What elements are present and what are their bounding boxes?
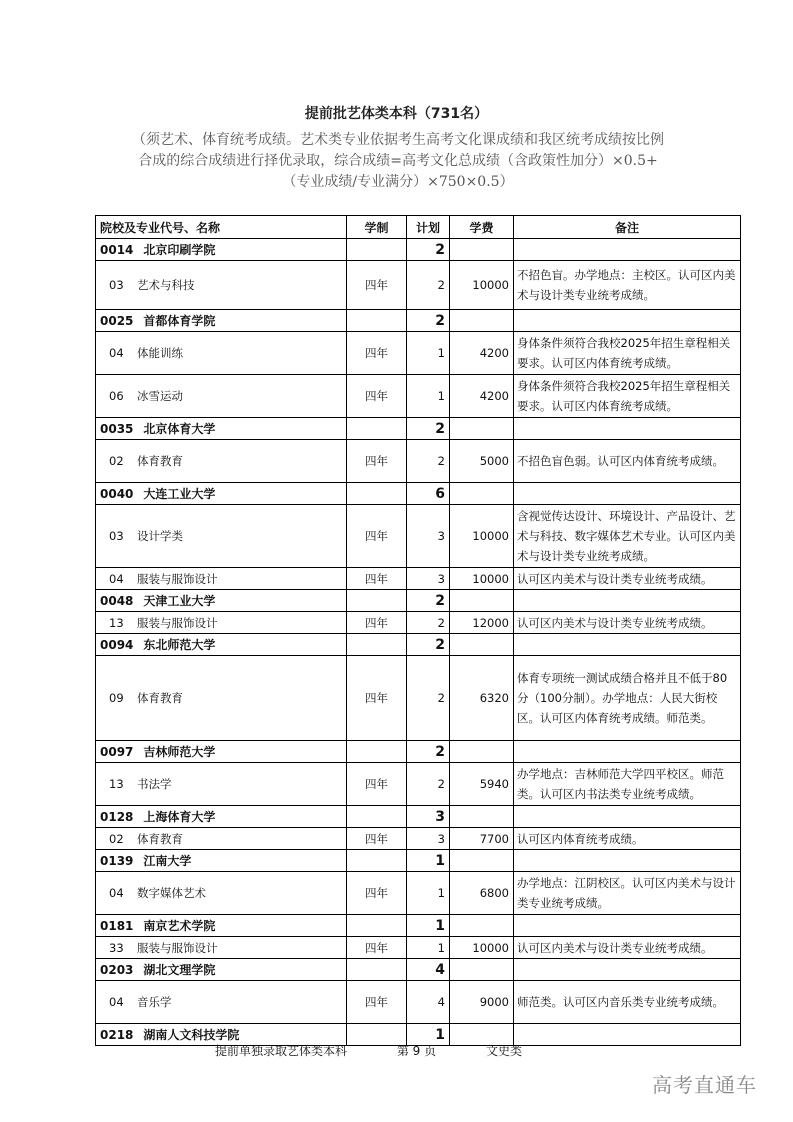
major-fee: 10000	[450, 937, 514, 959]
school-plan: 2	[407, 634, 450, 656]
major-years: 四年	[347, 656, 407, 741]
major-row	[96, 937, 741, 959]
school-code-name	[96, 310, 347, 332]
major-years: 四年	[347, 568, 407, 590]
table-header-row	[96, 216, 741, 239]
major-name: 书法学	[137, 777, 172, 791]
major-code-name	[96, 981, 347, 1024]
major-row	[96, 332, 741, 375]
major-remark: 身体条件须符合我校2025年招生章程相关要求。认可区内体育统考成绩。	[514, 332, 741, 375]
school-row	[96, 915, 741, 937]
major-name: 冰雪运动	[137, 389, 183, 403]
major-remark: 认可区内美术与设计类专业统考成绩。	[514, 568, 741, 590]
major-plan: 2	[407, 261, 450, 310]
school-plan: 6	[407, 483, 450, 505]
major-code-name	[96, 763, 347, 806]
school-plan: 2	[407, 310, 450, 332]
major-row	[96, 440, 741, 483]
major-code: 02	[109, 454, 124, 468]
school-name: 湖南人文科技学院	[143, 1028, 240, 1042]
major-plan: 1	[407, 332, 450, 375]
major-code: 13	[109, 777, 124, 791]
school-row	[96, 418, 741, 440]
major-plan: 3	[407, 568, 450, 590]
school-code: 0014	[100, 243, 134, 257]
school-row	[96, 806, 741, 828]
major-years: 四年	[347, 828, 407, 850]
school-row	[96, 741, 741, 763]
school-plan: 2	[407, 239, 450, 261]
major-years: 四年	[347, 937, 407, 959]
school-row	[96, 590, 741, 612]
school-fee	[450, 741, 514, 763]
major-row	[96, 612, 741, 634]
school-name: 北京印刷学院	[143, 243, 216, 257]
page-footer	[215, 1042, 568, 1059]
school-plan: 1	[407, 1024, 450, 1046]
school-code: 0128	[100, 810, 134, 824]
school-fee	[450, 310, 514, 332]
major-row	[96, 981, 741, 1024]
school-name: 北京体育大学	[143, 422, 216, 436]
school-years	[347, 310, 407, 332]
school-fee	[450, 239, 514, 261]
school-fee	[450, 959, 514, 981]
major-remark: 体育专项统一测试成绩合格并且不低于80分（100分制）。办学地点：人民大街校区。认可区内体育统考成绩。师范类。	[514, 656, 741, 741]
school-remark	[514, 239, 741, 261]
school-remark	[514, 483, 741, 505]
school-row	[96, 239, 741, 261]
school-years	[347, 741, 407, 763]
enrollment-table	[95, 215, 741, 1046]
school-code-name	[96, 959, 347, 981]
major-name: 服装与服饰设计	[137, 940, 218, 955]
school-code: 0181	[100, 919, 134, 933]
major-code-name	[96, 568, 347, 590]
major-code-name	[96, 612, 347, 634]
major-name: 体能训练	[137, 346, 183, 360]
major-name: 体育教育	[137, 691, 183, 705]
school-fee	[450, 850, 514, 872]
major-name: 体育教育	[137, 831, 183, 846]
school-plan: 2	[407, 418, 450, 440]
school-code: 0094	[100, 638, 134, 652]
school-fee	[450, 806, 514, 828]
major-remark: 认可区内体育统考成绩。	[514, 828, 741, 850]
school-code-name	[96, 418, 347, 440]
major-row	[96, 505, 741, 568]
major-name: 音乐学	[137, 995, 172, 1009]
major-fee: 5940	[450, 763, 514, 806]
school-plan: 1	[407, 915, 450, 937]
major-remark: 认可区内美术与设计类专业统考成绩。	[514, 612, 741, 634]
major-years: 四年	[347, 332, 407, 375]
major-row	[96, 872, 741, 915]
school-code: 0218	[100, 1028, 134, 1042]
column-header-plan: 计划	[407, 216, 450, 239]
major-code: 13	[109, 615, 124, 630]
table-body	[96, 239, 741, 1046]
major-row	[96, 261, 741, 310]
major-code: 03	[109, 529, 124, 543]
column-header-remark: 备注	[514, 216, 741, 239]
school-years	[347, 915, 407, 937]
major-fee: 4200	[450, 332, 514, 375]
major-plan: 3	[407, 505, 450, 568]
school-row	[96, 850, 741, 872]
major-row	[96, 763, 741, 806]
school-code-name	[96, 850, 347, 872]
school-code: 0048	[100, 594, 134, 608]
school-code-name	[96, 590, 347, 612]
school-remark	[514, 590, 741, 612]
school-row	[96, 483, 741, 505]
school-code: 0097	[100, 745, 134, 759]
school-row	[96, 310, 741, 332]
school-remark	[514, 310, 741, 332]
major-code: 02	[109, 831, 124, 846]
major-fee: 7700	[450, 828, 514, 850]
major-plan: 1	[407, 937, 450, 959]
major-code: 09	[109, 691, 124, 705]
major-fee: 10000	[450, 568, 514, 590]
major-code: 04	[109, 571, 124, 586]
major-plan: 1	[407, 872, 450, 915]
school-fee	[450, 915, 514, 937]
major-remark: 师范类。认可区内音乐类专业统考成绩。	[514, 981, 741, 1024]
major-code: 04	[109, 346, 124, 360]
school-remark	[514, 806, 741, 828]
school-code-name	[96, 483, 347, 505]
major-name: 体育教育	[137, 454, 183, 468]
major-years: 四年	[347, 763, 407, 806]
footer-page-number: 第 9 页	[396, 1044, 437, 1058]
major-code-name	[96, 440, 347, 483]
major-code-name	[96, 828, 347, 850]
major-plan: 2	[407, 763, 450, 806]
major-years: 四年	[347, 612, 407, 634]
school-plan: 3	[407, 806, 450, 828]
column-header-years: 学制	[347, 216, 407, 239]
school-code: 0040	[100, 487, 134, 501]
footer-subject: 文史类	[485, 1044, 522, 1058]
school-row	[96, 634, 741, 656]
major-code-name	[96, 332, 347, 375]
footer-category: 提前单独录取艺体类本科	[215, 1044, 348, 1058]
school-code: 0025	[100, 314, 134, 328]
school-code: 0203	[100, 963, 134, 977]
major-code-name	[96, 261, 347, 310]
school-fee	[450, 418, 514, 440]
school-name: 天津工业大学	[143, 594, 216, 608]
major-name: 服装与服饰设计	[137, 615, 218, 630]
school-name: 湖北文理学院	[143, 963, 216, 977]
major-plan: 3	[407, 828, 450, 850]
major-name: 设计学类	[137, 529, 183, 543]
major-years: 四年	[347, 872, 407, 915]
note-line: （须艺术、体育统考成绩。艺术类专业依据考生高考文化课成绩和我区统考成绩按比例	[132, 132, 664, 148]
school-code-name	[96, 741, 347, 763]
school-code: 0139	[100, 854, 134, 868]
school-fee	[450, 634, 514, 656]
major-plan: 2	[407, 656, 450, 741]
major-fee: 10000	[450, 261, 514, 310]
school-name: 江南大学	[143, 854, 192, 868]
major-fee: 6800	[450, 872, 514, 915]
watermark-text: 高考直通车	[652, 1073, 757, 1097]
school-remark	[514, 915, 741, 937]
major-plan: 4	[407, 981, 450, 1024]
school-years	[347, 590, 407, 612]
school-name: 南京艺术学院	[143, 919, 216, 933]
school-code-name	[96, 806, 347, 828]
major-name: 数字媒体艺术	[137, 886, 206, 900]
school-years	[347, 806, 407, 828]
major-fee: 5000	[450, 440, 514, 483]
major-name: 艺术与科技	[137, 278, 195, 292]
major-remark: 不招色盲。办学地点：主校区。认可区内美术与设计类专业统考成绩。	[514, 261, 741, 310]
major-fee: 10000	[450, 505, 514, 568]
major-fee: 4200	[450, 375, 514, 418]
major-plan: 2	[407, 440, 450, 483]
major-remark: 办学地点：吉林师范大学四平校区。师范类。认可区内书法类专业统考成绩。	[514, 763, 741, 806]
school-remark	[514, 850, 741, 872]
major-code-name	[96, 937, 347, 959]
school-years	[347, 239, 407, 261]
major-row	[96, 568, 741, 590]
major-years: 四年	[347, 375, 407, 418]
major-remark: 不招色盲色弱。认可区内体育统考成绩。	[514, 440, 741, 483]
major-code-name	[96, 505, 347, 568]
major-fee: 12000	[450, 612, 514, 634]
school-remark	[514, 959, 741, 981]
school-code-name	[96, 239, 347, 261]
school-remark	[514, 634, 741, 656]
major-years: 四年	[347, 505, 407, 568]
school-name: 吉林师范大学	[143, 745, 216, 759]
school-years	[347, 959, 407, 981]
school-name: 上海体育大学	[143, 810, 216, 824]
major-fee: 9000	[450, 981, 514, 1024]
major-row	[96, 828, 741, 850]
major-row	[96, 375, 741, 418]
major-code-name	[96, 375, 347, 418]
note-line: （专业成绩/专业满分）×750×0.5）	[282, 174, 514, 190]
major-fee: 6320	[450, 656, 514, 741]
school-years	[347, 634, 407, 656]
major-years: 四年	[347, 440, 407, 483]
major-plan: 1	[407, 375, 450, 418]
school-fee	[450, 590, 514, 612]
major-code: 03	[109, 278, 124, 292]
major-code: 33	[109, 940, 124, 955]
school-plan: 1	[407, 850, 450, 872]
school-code-name	[96, 915, 347, 937]
major-plan: 2	[407, 612, 450, 634]
column-header-fee: 学费	[450, 216, 514, 239]
major-code: 06	[109, 389, 124, 403]
school-plan: 2	[407, 741, 450, 763]
note-line: 合成的综合成绩进行择优录取，综合成绩=高考文化总成绩（含政策性加分）×0.5+	[138, 153, 658, 169]
major-code-name	[96, 872, 347, 915]
major-remark: 办学地点：江阴校区。认可区内美术与设计类专业统考成绩。	[514, 872, 741, 915]
major-code-name	[96, 656, 347, 741]
major-code: 04	[109, 886, 124, 900]
major-years: 四年	[347, 261, 407, 310]
school-name: 大连工业大学	[143, 487, 216, 501]
admission-note	[108, 130, 688, 193]
major-code: 04	[109, 995, 124, 1009]
major-remark: 身体条件须符合我校2025年招生章程相关要求。认可区内体育统考成绩。	[514, 375, 741, 418]
school-name: 东北师范大学	[143, 638, 216, 652]
school-remark	[514, 741, 741, 763]
school-name: 首都体育学院	[143, 314, 216, 328]
school-remark	[514, 418, 741, 440]
major-years: 四年	[347, 981, 407, 1024]
school-plan: 2	[407, 590, 450, 612]
school-code: 0035	[100, 422, 134, 436]
school-years	[347, 850, 407, 872]
major-name: 服装与服饰设计	[137, 571, 218, 586]
major-remark: 含视觉传达设计、环境设计、产品设计、艺术与科技、数字媒体艺术专业。认可区内美术与设计类专业统考成绩。	[514, 505, 741, 568]
school-years	[347, 418, 407, 440]
school-fee	[450, 483, 514, 505]
school-code-name	[96, 634, 347, 656]
major-row	[96, 656, 741, 741]
school-row	[96, 959, 741, 981]
major-remark: 认可区内美术与设计类专业统考成绩。	[514, 937, 741, 959]
column-header-school-major: 院校及专业代号、名称	[96, 216, 347, 239]
page-title: 提前批艺体类本科（731名）	[304, 106, 489, 122]
school-years	[347, 483, 407, 505]
school-plan: 4	[407, 959, 450, 981]
